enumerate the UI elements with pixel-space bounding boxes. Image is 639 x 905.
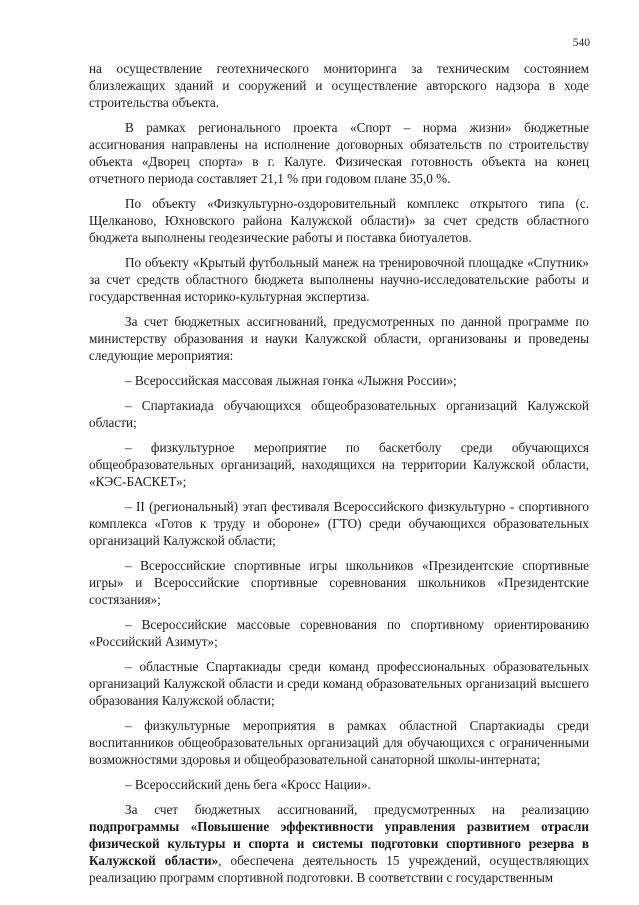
subprogram-title: подпрограммы «Повышение эффективности управления развитием отрасли физической культуры и спорта и системы подготовки спортивного резерва в Калужской области» (89, 819, 589, 868)
event-item: – областные Спартакиады среди команд профессиональных образовательных организаций Калужской области и среди команд образовательных организаций высшего образования Калужской области; (89, 659, 589, 708)
event-item: – Всероссийские спортивные игры школьников «Президентские спортивные игры» и Всероссийские спортивные соревнования школьников «Президентские состязания»; (89, 558, 589, 607)
subprogram-tail: , обеспечена деятельность 15 учреждений, осуществляющих реализацию программ спортивной подготовки. В соответствии с государственным (89, 853, 589, 885)
paragraph-sport-project: В рамках регионального проекта «Спорт – норма жизни» бюджетные ассигнования направлены на исполнение договорных обязательств по строительству объекта «Дворец спорта» в г. Калуге. Физическая готовность объекта на конец отчетного периода составляет 21,1 % при годовом плане 35,0 %. (89, 120, 589, 186)
document-body (89, 60, 589, 886)
paragraph-football-arena: По объекту «Крытый футбольный манеж на тренировочной площадке «Спутник» за счет средств областного бюджета выполнены научно-исследовательские работы и государственная историко-культурная экспертиза. (89, 255, 589, 304)
page-number: 540 (572, 37, 590, 49)
paragraph-monitoring: на осуществление геотехнического мониторинга за техническим состоянием близлежащих зданий и сооружений и осуществление авторского надзора в ходе строительства объекта. (89, 61, 589, 110)
event-item: – Спартакиада обучающихся общеобразовательных организаций Калужской области; (89, 398, 589, 430)
event-item: – Всероссийские массовые соревнования по спортивному ориентированию «Российский Азимут»; (89, 617, 589, 649)
event-item: – II (региональный) этап фестиваля Всероссийского физкультурно - спортивного комплекса «Готов к труду и обороне» (ГТО) среди обучающихся образовательных организаций Калужской области; (89, 499, 589, 548)
event-item: – физкультурное мероприятие по баскетболу среди обучающихся общеобразовательных организаций, находящихся на территории Калужской области, «КЭС-БАСКЕТ»; (89, 440, 589, 489)
event-item: – Всероссийский день бега «Кросс Нации». (125, 777, 371, 792)
paragraph-events-intro: За счет бюджетных ассигнований, предусмотренных по данной программе по министерству образования и науки Калужской области, организованы и проведены следующие мероприятия: (89, 314, 589, 363)
event-item: – Всероссийская массовая лыжная гонка «Лыжня России»; (125, 373, 457, 388)
paragraph-fitness-complex: По объекту «Физкультурно-оздоровительный комплекс открытого типа (с. Щелканово, Юхновского района Калужской области)» за счет средств областного бюджета выполнены геодезические работы и поставка биотуалетов. (89, 196, 589, 245)
subprogram-lead: За счет бюджетных ассигнований, предусмотренных на реализацию (125, 802, 589, 817)
event-item: – физкультурные мероприятия в рамках областной Спартакиады среди воспитанников общеобразовательных организаций для обучающихся с ограниченными возможностями здоровья и общеобразовательной санаторной школы-интерната; (89, 718, 589, 767)
paragraph-subprogram (89, 801, 589, 886)
